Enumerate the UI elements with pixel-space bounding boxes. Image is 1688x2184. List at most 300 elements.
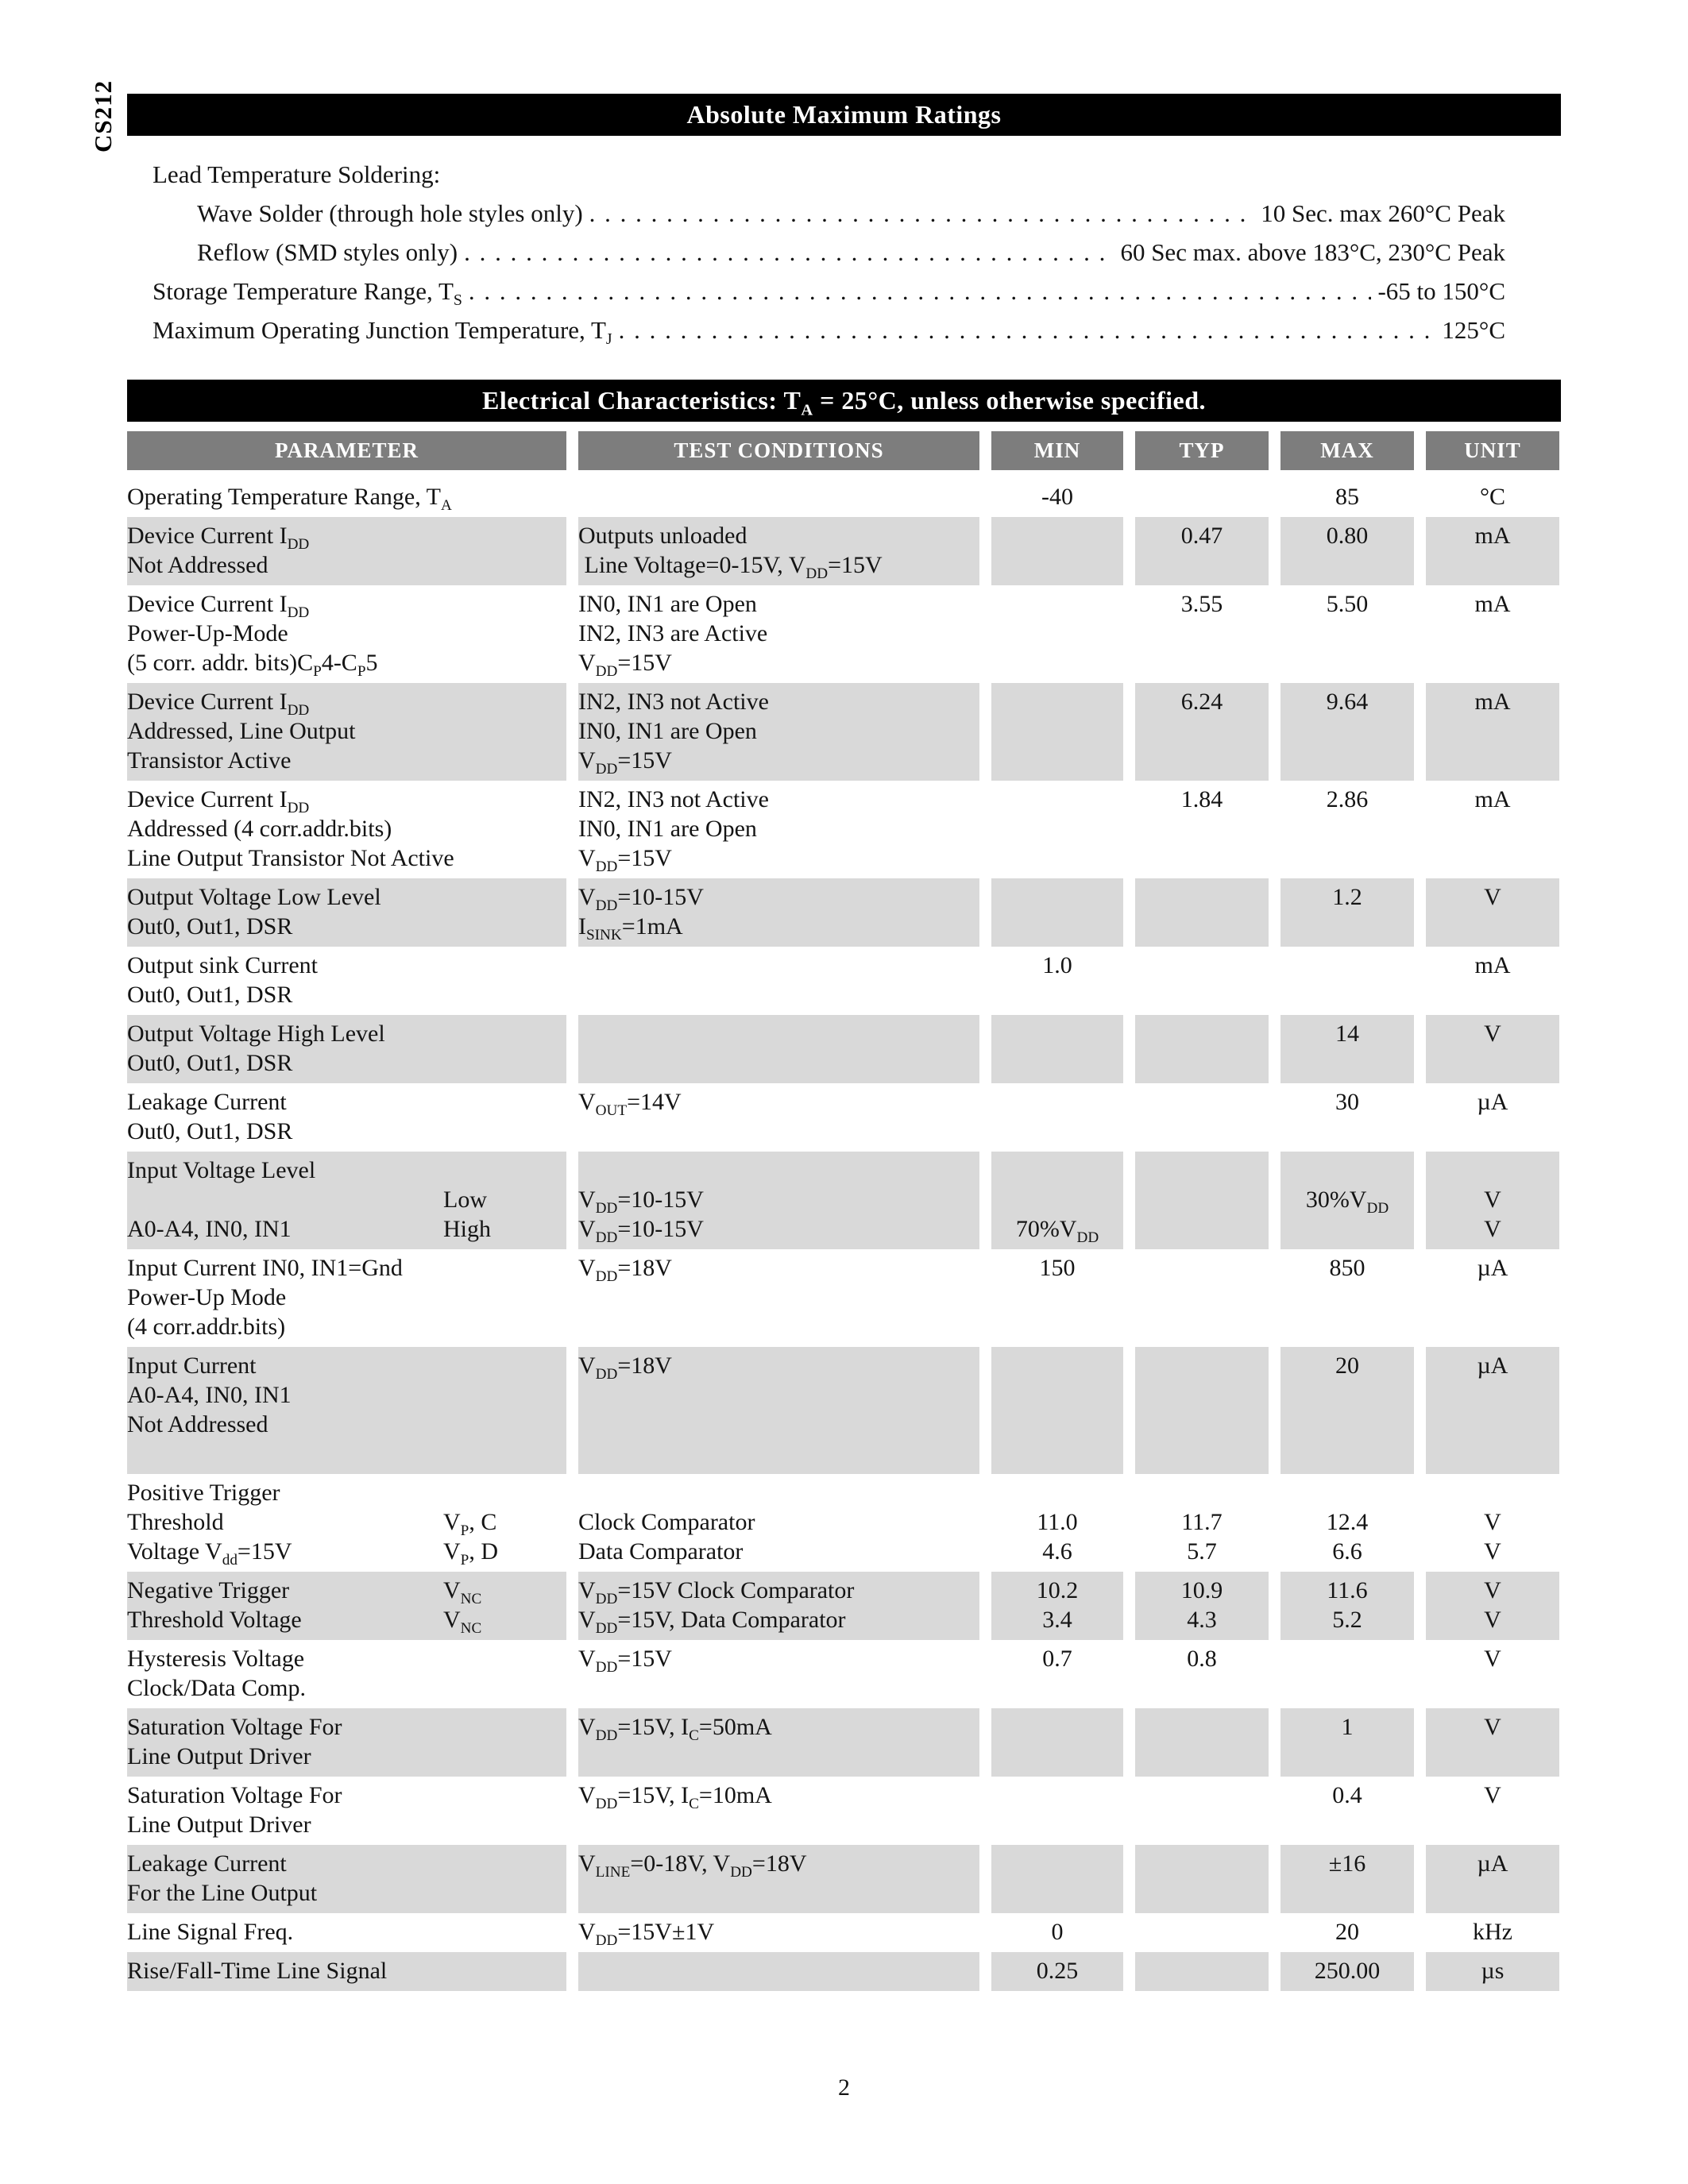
parameter-line: Operating Temperature Range, $T_A$ bbox=[127, 484, 452, 514]
rating-label: Lead Temperature Soldering: bbox=[153, 160, 441, 188]
max-line: 0.4 bbox=[1332, 1782, 1362, 1808]
unit-line: V bbox=[1484, 1187, 1501, 1213]
cell-unit bbox=[1426, 878, 1559, 947]
cell-min bbox=[991, 1640, 1123, 1708]
min-line: -40 bbox=[1041, 484, 1073, 510]
min-line: 0.25 bbox=[1036, 1958, 1079, 1984]
doc-id-vertical: CS212 bbox=[89, 79, 117, 152]
cell-max bbox=[1280, 1913, 1414, 1952]
min-line: 10.2 bbox=[1036, 1577, 1079, 1603]
max-line bbox=[1280, 1156, 1414, 1185]
parameter-line: Out0, Out1, DSR bbox=[127, 1118, 293, 1144]
conditions-line: $V_{DD}=15V$ bbox=[578, 650, 672, 680]
cell-parameter bbox=[127, 1640, 566, 1708]
cell-typ bbox=[1135, 1152, 1269, 1249]
column-header-max: MAX bbox=[1280, 431, 1414, 470]
conditions-line: $V_{DD}=15V\pm 1V$ bbox=[578, 1919, 715, 1949]
table-row bbox=[127, 947, 1561, 1015]
parameter-line: Addressed (4 corr.addr.bits) bbox=[127, 816, 392, 842]
parameter-line: Threshold $V_P$, C bbox=[127, 1509, 497, 1539]
rating-value: 125°C bbox=[1442, 316, 1505, 344]
table-header-row bbox=[127, 431, 1561, 470]
max-line: 2.86 bbox=[1326, 786, 1369, 812]
typ-line: 0.8 bbox=[1187, 1646, 1217, 1672]
unit-line: µs bbox=[1481, 1958, 1505, 1984]
parameter-line: Leakage Current bbox=[127, 1850, 287, 1877]
parameter-line: Power-Up-Mode bbox=[127, 620, 288, 646]
rating-label: Storage Temperature Range, $T_S$ bbox=[153, 277, 462, 310]
cell-typ bbox=[1135, 1952, 1269, 1991]
parameter-line: Device Current $I_{DD}$ bbox=[127, 591, 310, 621]
cell-max bbox=[1280, 1474, 1414, 1572]
cell-conditions bbox=[578, 1572, 979, 1640]
unit-line: µA bbox=[1477, 1255, 1508, 1281]
cell-min bbox=[991, 1015, 1123, 1083]
unit-line bbox=[1426, 1156, 1559, 1185]
min-line: 0.7 bbox=[1042, 1646, 1072, 1672]
max-line: 85 bbox=[1335, 484, 1359, 510]
unit-line: V bbox=[1484, 1646, 1501, 1672]
rating-line bbox=[153, 233, 1561, 272]
table-row bbox=[127, 1347, 1561, 1474]
unit-line: V bbox=[1484, 1782, 1501, 1808]
cell-max bbox=[1280, 478, 1414, 517]
cell-unit bbox=[1426, 1572, 1559, 1640]
parameter-line: Device Current $I_{DD}$ bbox=[127, 523, 310, 553]
unit-line: V bbox=[1484, 1714, 1501, 1740]
cell-min bbox=[991, 781, 1123, 878]
rating-line bbox=[153, 272, 1561, 311]
column-header-unit: UNIT bbox=[1426, 431, 1559, 470]
cell-max bbox=[1280, 1015, 1414, 1083]
typ-line: 1.84 bbox=[1180, 786, 1223, 812]
dot-leader bbox=[464, 233, 1114, 272]
table-row bbox=[127, 1083, 1561, 1152]
conditions-line: $V_{DD}=10-15V$ bbox=[578, 1187, 704, 1217]
dot-leader bbox=[619, 311, 1436, 349]
cell-max bbox=[1280, 1640, 1414, 1708]
cell-min bbox=[991, 1913, 1123, 1952]
table-row bbox=[127, 1474, 1561, 1572]
cell-unit bbox=[1426, 1474, 1559, 1572]
cell-unit bbox=[1426, 1249, 1559, 1347]
cell-parameter bbox=[127, 1708, 566, 1777]
elec-title-bar: Electrical Characteristics: $T_A = 25^\circ C$, unless otherwise specified. bbox=[127, 380, 1561, 422]
cell-conditions bbox=[578, 1083, 979, 1152]
cell-parameter bbox=[127, 585, 566, 683]
conditions-line: $V_{DD}=10-15V$ bbox=[578, 1216, 704, 1246]
cell-min bbox=[991, 585, 1123, 683]
parameter-line: Out0, Out1, DSR bbox=[127, 1050, 293, 1076]
rating-label: Wave Solder (through hole styles only) bbox=[197, 199, 583, 227]
cell-typ bbox=[1135, 1777, 1269, 1845]
parameter-line: Saturation Voltage For bbox=[127, 1714, 342, 1740]
table-row bbox=[127, 1572, 1561, 1640]
typ-line: 6.24 bbox=[1180, 689, 1223, 715]
cell-parameter bbox=[127, 1777, 566, 1845]
cell-unit bbox=[1426, 683, 1559, 781]
unit-line: µA bbox=[1477, 1089, 1508, 1115]
max-line bbox=[1280, 1478, 1414, 1507]
page-content bbox=[127, 94, 1561, 1991]
max-line: 20 bbox=[1335, 1919, 1359, 1945]
parameter-line bbox=[127, 1439, 566, 1468]
max-line: 850 bbox=[1329, 1255, 1365, 1281]
unit-line: µA bbox=[1477, 1850, 1508, 1877]
rating-line bbox=[153, 194, 1561, 233]
parameter-line: Clock/Data Comp. bbox=[127, 1675, 306, 1701]
cell-unit bbox=[1426, 1777, 1559, 1845]
parameter-line: A0-A4, IN0, IN1 High bbox=[127, 1216, 491, 1242]
unit-line: V bbox=[1484, 1216, 1501, 1242]
cell-parameter bbox=[127, 1572, 566, 1640]
parameter-line: Negative Trigger $V_{NC}$ bbox=[127, 1577, 482, 1607]
parameter-line: Addressed, Line Output bbox=[127, 718, 356, 744]
unit-line: V bbox=[1484, 1607, 1501, 1633]
cell-typ bbox=[1135, 683, 1269, 781]
parameter-line: Voltage $V_{dd}=15V$ $V_P$, D bbox=[127, 1538, 499, 1569]
max-line: 1 bbox=[1341, 1714, 1354, 1740]
cell-max bbox=[1280, 1249, 1414, 1347]
conditions-line: $I_{SINK}=1mA$ bbox=[578, 913, 683, 943]
cell-conditions bbox=[578, 1152, 979, 1249]
cell-parameter bbox=[127, 1913, 566, 1952]
cell-typ bbox=[1135, 1913, 1269, 1952]
cell-typ bbox=[1135, 585, 1269, 683]
min-line: 150 bbox=[1039, 1255, 1076, 1281]
table-row bbox=[127, 1640, 1561, 1708]
unit-line: kHz bbox=[1473, 1919, 1512, 1945]
cell-typ bbox=[1135, 1845, 1269, 1913]
elec-table bbox=[127, 431, 1561, 1991]
conditions-line: IN2, IN3 are Active bbox=[578, 620, 768, 646]
cell-min bbox=[991, 1347, 1123, 1474]
min-line bbox=[991, 1478, 1123, 1507]
cell-unit bbox=[1426, 1083, 1559, 1152]
table-row bbox=[127, 781, 1561, 878]
cell-conditions bbox=[578, 585, 979, 683]
cell-parameter bbox=[127, 478, 566, 517]
cell-max bbox=[1280, 1777, 1414, 1845]
max-line: 12.4 bbox=[1326, 1509, 1369, 1535]
min-line: 3.4 bbox=[1042, 1607, 1072, 1633]
rating-line bbox=[153, 311, 1561, 349]
cell-unit bbox=[1426, 1015, 1559, 1083]
table-row bbox=[127, 585, 1561, 683]
unit-line bbox=[1426, 1478, 1559, 1507]
parameter-line: (5 corr. addr. $bits)C_P4-C_P5$ bbox=[127, 650, 378, 680]
cell-min bbox=[991, 1152, 1123, 1249]
conditions-line: $V_{DD}=10-15V$ bbox=[578, 884, 704, 914]
cell-min bbox=[991, 1474, 1123, 1572]
unit-line: V bbox=[1484, 1577, 1501, 1603]
typ-line: 4.3 bbox=[1187, 1607, 1217, 1633]
unit-line: V bbox=[1484, 1538, 1501, 1565]
max-line: 0.80 bbox=[1326, 523, 1369, 549]
conditions-line: IN0, IN1 are Open bbox=[578, 718, 757, 744]
cell-conditions bbox=[578, 1777, 979, 1845]
cell-parameter bbox=[127, 1474, 566, 1572]
rating-label: Reflow (SMD styles only) bbox=[197, 238, 458, 266]
max-line: ±16 bbox=[1328, 1850, 1366, 1877]
max-line: 5.2 bbox=[1332, 1607, 1362, 1633]
max-line: 20 bbox=[1335, 1352, 1359, 1379]
parameter-line: Transistor Active bbox=[127, 747, 292, 774]
table-body bbox=[127, 478, 1561, 1991]
parameter-line: Not Addressed bbox=[127, 552, 268, 578]
unit-line: V bbox=[1484, 1509, 1501, 1535]
unit-line: V bbox=[1484, 1021, 1501, 1047]
cell-typ bbox=[1135, 878, 1269, 947]
min-line: 0 bbox=[1051, 1919, 1064, 1945]
table-row bbox=[127, 683, 1561, 781]
cell-conditions bbox=[578, 1708, 979, 1777]
column-header-test-conditions: TEST CONDITIONS bbox=[578, 431, 979, 470]
cell-parameter bbox=[127, 517, 566, 585]
cell-conditions bbox=[578, 1249, 979, 1347]
cell-parameter bbox=[127, 1015, 566, 1083]
parameter-line: Output sink Current bbox=[127, 952, 318, 978]
typ-line: 0.47 bbox=[1180, 523, 1223, 549]
cell-max bbox=[1280, 781, 1414, 878]
cell-parameter bbox=[127, 1952, 566, 1991]
cell-conditions bbox=[578, 1015, 979, 1083]
cell-conditions bbox=[578, 1474, 979, 1572]
cell-unit bbox=[1426, 478, 1559, 517]
cell-max bbox=[1280, 517, 1414, 585]
cell-unit bbox=[1426, 1952, 1559, 1991]
table-row bbox=[127, 1913, 1561, 1952]
parameter-line: For the Line Output bbox=[127, 1880, 318, 1906]
min-line bbox=[991, 1156, 1123, 1185]
cell-min bbox=[991, 1777, 1123, 1845]
cell-conditions bbox=[578, 517, 979, 585]
table-row bbox=[127, 478, 1561, 517]
cell-max bbox=[1280, 1845, 1414, 1913]
rating-label: Maximum Operating Junction Temperature, $T_J$ bbox=[153, 316, 612, 349]
conditions-line: Data Comparator bbox=[578, 1538, 744, 1565]
min-line: 1.0 bbox=[1042, 952, 1072, 978]
cell-max bbox=[1280, 1083, 1414, 1152]
parameter-line: Low bbox=[443, 1187, 487, 1213]
typ-line: 11.7 bbox=[1181, 1509, 1223, 1535]
min-line: $70\%V_{DD}$ bbox=[1015, 1216, 1099, 1246]
unit-line: mA bbox=[1474, 952, 1511, 978]
conditions-line: Outputs unloaded bbox=[578, 523, 747, 549]
cell-max bbox=[1280, 1708, 1414, 1777]
cell-max bbox=[1280, 585, 1414, 683]
parameter-line: A0-A4, IN0, IN1 bbox=[127, 1382, 292, 1408]
cell-parameter bbox=[127, 1845, 566, 1913]
cell-min bbox=[991, 1952, 1123, 1991]
cell-parameter bbox=[127, 947, 566, 1015]
min-line bbox=[991, 1185, 1123, 1214]
parameter-line: Positive Trigger bbox=[127, 1480, 280, 1506]
cell-unit bbox=[1426, 781, 1559, 878]
cell-min bbox=[991, 478, 1123, 517]
conditions-line: $V_{DD}=18V$ bbox=[578, 1352, 672, 1383]
cell-min bbox=[991, 878, 1123, 947]
cell-typ bbox=[1135, 1474, 1269, 1572]
parameter-line: Device Current $I_{DD}$ bbox=[127, 689, 310, 719]
conditions-line: IN2, IN3 not Active bbox=[578, 786, 769, 812]
parameter-line: Hysteresis Voltage bbox=[127, 1646, 305, 1672]
cell-typ bbox=[1135, 947, 1269, 1015]
cell-max bbox=[1280, 1572, 1414, 1640]
cell-conditions bbox=[578, 947, 979, 1015]
page-number: 2 bbox=[838, 2074, 850, 2101]
conditions-line: Line Voltage=0-15V, $V_{DD}=15V$ bbox=[578, 552, 883, 582]
cell-min bbox=[991, 1708, 1123, 1777]
parameter-line: Leakage Current bbox=[127, 1089, 287, 1115]
parameter-line: Out0, Out1, DSR bbox=[127, 913, 293, 940]
cell-unit bbox=[1426, 1913, 1559, 1952]
rating-line bbox=[153, 155, 1561, 194]
table-row bbox=[127, 1015, 1561, 1083]
conditions-line: $V_{DD}=15V$ bbox=[578, 1646, 672, 1676]
unit-line: °C bbox=[1479, 484, 1505, 510]
table-row bbox=[127, 1708, 1561, 1777]
cell-max bbox=[1280, 683, 1414, 781]
conditions-line: $V_{DD}=15V$, $I_C=50mA$ bbox=[578, 1714, 772, 1744]
cell-unit bbox=[1426, 517, 1559, 585]
max-line: 14 bbox=[1335, 1021, 1359, 1047]
cell-min bbox=[991, 683, 1123, 781]
table-row bbox=[127, 1249, 1561, 1347]
dot-leader bbox=[469, 272, 1372, 311]
cell-unit bbox=[1426, 1845, 1559, 1913]
cell-typ bbox=[1135, 1347, 1269, 1474]
cell-min bbox=[991, 1845, 1123, 1913]
cell-max bbox=[1280, 947, 1414, 1015]
rating-value: -65 to 150°C bbox=[1377, 277, 1505, 305]
max-line: 5.50 bbox=[1326, 591, 1369, 617]
max-line: 6.6 bbox=[1332, 1538, 1362, 1565]
parameter-line: Threshold Voltage $V_{NC}$ bbox=[127, 1607, 482, 1637]
parameter-line: Line Signal Freq. bbox=[127, 1919, 294, 1945]
cell-max bbox=[1280, 1152, 1414, 1249]
parameter-line: Line Output Transistor Not Active bbox=[127, 845, 454, 871]
min-line: 11.0 bbox=[1037, 1509, 1078, 1535]
cell-conditions bbox=[578, 878, 979, 947]
cell-unit bbox=[1426, 947, 1559, 1015]
cell-conditions bbox=[578, 1913, 979, 1952]
cell-parameter bbox=[127, 683, 566, 781]
column-header-typ: TYP bbox=[1135, 431, 1269, 470]
conditions-line: IN0, IN1 are Open bbox=[578, 816, 757, 842]
parameter-line: Output Voltage High Level bbox=[127, 1021, 385, 1047]
cell-unit bbox=[1426, 1708, 1559, 1777]
cell-typ bbox=[1135, 1572, 1269, 1640]
max-line: 30 bbox=[1335, 1089, 1359, 1115]
cell-max bbox=[1280, 1952, 1414, 1991]
cell-conditions bbox=[578, 781, 979, 878]
cell-typ bbox=[1135, 517, 1269, 585]
table-row bbox=[127, 1952, 1561, 1991]
conditions-line: IN2, IN3 not Active bbox=[578, 689, 769, 715]
dot-leader bbox=[589, 194, 1255, 233]
typ-line: 5.7 bbox=[1187, 1538, 1217, 1565]
cell-min bbox=[991, 1083, 1123, 1152]
unit-line: µA bbox=[1477, 1352, 1508, 1379]
cell-typ bbox=[1135, 1249, 1269, 1347]
parameter-line: Line Output Driver bbox=[127, 1812, 311, 1838]
min-line: 4.6 bbox=[1042, 1538, 1072, 1565]
cell-typ bbox=[1135, 1083, 1269, 1152]
parameter-line: Output Voltage Low Level bbox=[127, 884, 381, 910]
parameter-line: Line Output Driver bbox=[127, 1743, 311, 1769]
cell-typ bbox=[1135, 1640, 1269, 1708]
max-line: 250.00 bbox=[1314, 1958, 1381, 1984]
parameter-line: Input Current bbox=[127, 1352, 257, 1379]
cell-typ bbox=[1135, 1708, 1269, 1777]
conditions-line: $V_{LINE}=0-18V$, $V_{DD}=18V$ bbox=[578, 1850, 807, 1881]
typ-line: 10.9 bbox=[1180, 1577, 1223, 1603]
parameter-line: Input Voltage Level bbox=[127, 1157, 316, 1183]
cell-conditions bbox=[578, 1952, 979, 1991]
typ-line: 3.55 bbox=[1180, 591, 1223, 617]
parameter-line: Saturation Voltage For bbox=[127, 1782, 342, 1808]
cell-min bbox=[991, 517, 1123, 585]
cell-conditions bbox=[578, 478, 979, 517]
cell-min bbox=[991, 1249, 1123, 1347]
abs-max-title-bar: Absolute Maximum Ratings bbox=[127, 94, 1561, 136]
cell-unit bbox=[1426, 1152, 1559, 1249]
conditions-line: $V_{DD}=15V$ Clock Comparator bbox=[578, 1577, 855, 1607]
cell-typ bbox=[1135, 478, 1269, 517]
abs-max-lines bbox=[127, 136, 1561, 349]
cell-parameter bbox=[127, 1152, 566, 1249]
conditions-line: $V_{DD}=18V$ bbox=[578, 1255, 672, 1285]
rating-value: 10 Sec. max 260°C Peak bbox=[1261, 199, 1505, 227]
conditions-line: $V_{DD}=15V$, $I_C=10mA$ bbox=[578, 1782, 772, 1812]
conditions-line: Clock Comparator bbox=[578, 1509, 755, 1535]
cell-min bbox=[991, 947, 1123, 1015]
cell-max bbox=[1280, 878, 1414, 947]
unit-line: mA bbox=[1474, 786, 1511, 812]
conditions-line bbox=[578, 1156, 979, 1185]
parameter-line: Input Current IN0, IN1=Gnd bbox=[127, 1255, 403, 1281]
cell-typ bbox=[1135, 781, 1269, 878]
conditions-line: $V_{DD}=15V$ bbox=[578, 747, 672, 778]
typ-line bbox=[1135, 1478, 1269, 1507]
cell-conditions bbox=[578, 1640, 979, 1708]
cell-conditions bbox=[578, 683, 979, 781]
elec-characteristics-section bbox=[127, 380, 1561, 1991]
unit-line: mA bbox=[1474, 689, 1511, 715]
max-line: 1.2 bbox=[1332, 884, 1362, 910]
table-row bbox=[127, 1152, 1561, 1249]
max-line: 11.6 bbox=[1327, 1577, 1368, 1603]
cell-parameter bbox=[127, 1083, 566, 1152]
cell-unit bbox=[1426, 585, 1559, 683]
cell-typ bbox=[1135, 1015, 1269, 1083]
cell-unit bbox=[1426, 1347, 1559, 1474]
cell-unit bbox=[1426, 1640, 1559, 1708]
parameter-line: Not Addressed bbox=[127, 1411, 268, 1437]
conditions-line: IN0, IN1 are Open bbox=[578, 591, 757, 617]
cell-conditions bbox=[578, 1845, 979, 1913]
cell-parameter bbox=[127, 1347, 566, 1474]
cell-conditions bbox=[578, 1347, 979, 1474]
parameter-line: Power-Up Mode bbox=[127, 1284, 287, 1310]
parameter-line: Device Current $I_{DD}$ bbox=[127, 786, 310, 816]
cell-min bbox=[991, 1572, 1123, 1640]
max-line: $30\%V_{DD}$ bbox=[1305, 1187, 1389, 1217]
parameter-line: Rise/Fall-Time Line Signal bbox=[127, 1958, 388, 1984]
cell-parameter bbox=[127, 781, 566, 878]
parameter-line: (4 corr.addr.bits) bbox=[127, 1314, 286, 1340]
